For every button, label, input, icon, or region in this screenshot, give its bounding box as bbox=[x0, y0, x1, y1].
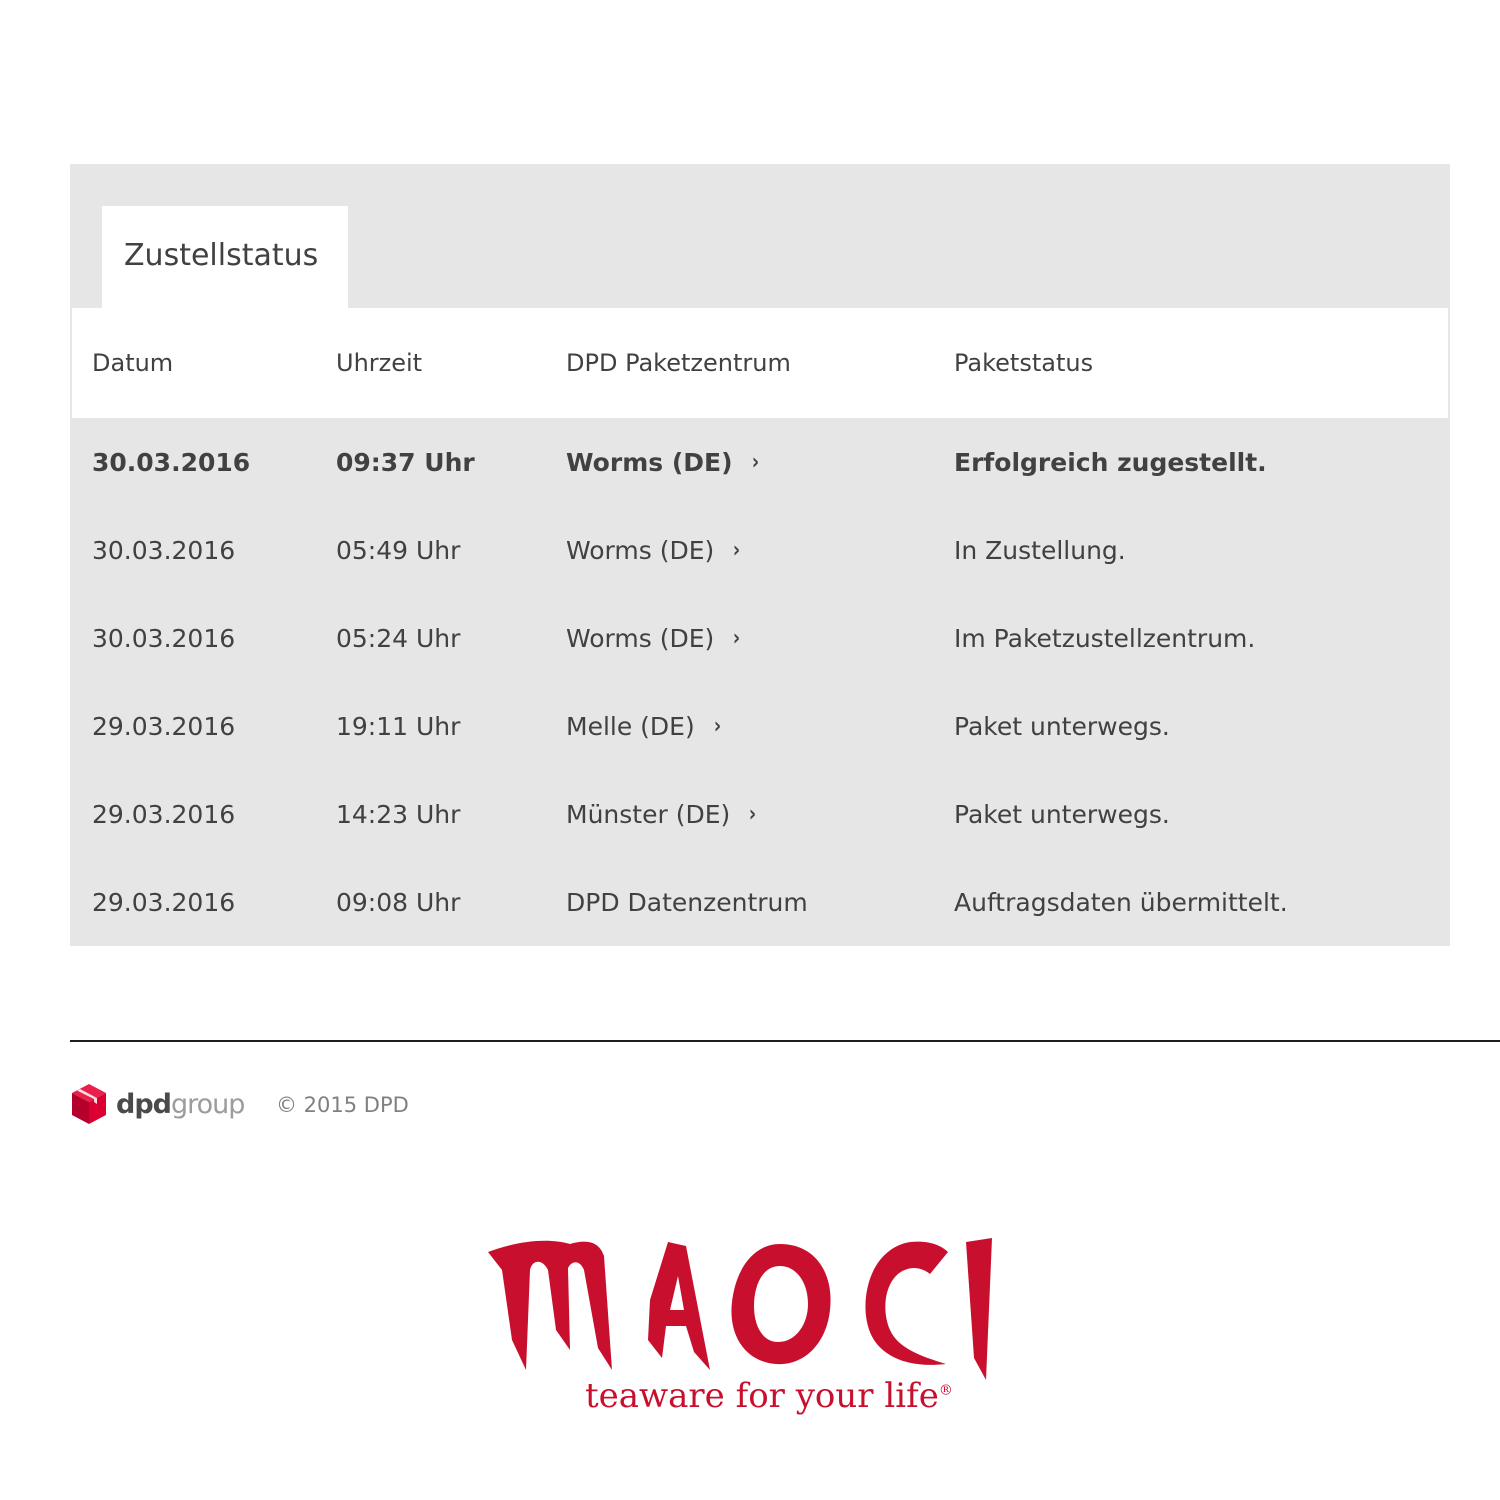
row-time: 19:11 Uhr bbox=[316, 684, 542, 768]
chevron-right-icon[interactable]: › bbox=[749, 801, 757, 827]
tracking-panel bbox=[70, 164, 1450, 946]
maoci-tagline-text: teaware for your life bbox=[585, 1376, 939, 1416]
row-center-link[interactable] bbox=[546, 772, 930, 856]
center-label: Melle (DE) bbox=[566, 711, 695, 741]
row-status: Paket unterwegs. bbox=[934, 772, 1448, 856]
row-center-link[interactable] bbox=[546, 508, 930, 592]
row-time: 09:37 Uhr bbox=[316, 420, 542, 504]
registered-mark: ® bbox=[938, 1382, 953, 1399]
dpd-group-logo[interactable] bbox=[70, 1082, 244, 1126]
footer-divider bbox=[70, 1040, 1500, 1042]
row-status: Auftragsdaten übermittelt. bbox=[934, 860, 1448, 944]
row-date: 30.03.2016 bbox=[72, 596, 312, 680]
column-header-datum: Datum bbox=[92, 349, 174, 377]
dpd-group-wordmark bbox=[116, 1089, 244, 1120]
logo-group-text: group bbox=[170, 1088, 245, 1120]
row-center bbox=[546, 860, 930, 944]
center-label: Worms (DE) bbox=[566, 623, 715, 653]
row-status: Erfolgreich zugestellt. bbox=[934, 420, 1448, 504]
table-row bbox=[72, 684, 1448, 768]
maoci-tagline bbox=[585, 1376, 953, 1416]
row-center-link[interactable] bbox=[546, 420, 930, 504]
row-date: 29.03.2016 bbox=[72, 860, 312, 944]
row-center-link[interactable] bbox=[546, 596, 930, 680]
tracking-table bbox=[72, 308, 1448, 944]
row-time: 09:08 Uhr bbox=[316, 860, 542, 944]
center-label: Worms (DE) bbox=[566, 535, 715, 565]
chevron-right-icon[interactable]: › bbox=[733, 537, 741, 563]
row-time: 05:24 Uhr bbox=[316, 596, 542, 680]
chevron-right-icon[interactable]: › bbox=[733, 625, 741, 651]
row-status: Im Paketzustellzentrum. bbox=[934, 596, 1448, 680]
table-header bbox=[72, 308, 1448, 418]
row-time: 05:49 Uhr bbox=[316, 508, 542, 592]
center-label: Münster (DE) bbox=[566, 799, 731, 829]
copyright-text: © 2015 DPD bbox=[276, 1093, 409, 1117]
dpd-cube-icon bbox=[70, 1082, 108, 1126]
center-label: Worms (DE) bbox=[566, 447, 733, 477]
row-date: 29.03.2016 bbox=[72, 684, 312, 768]
row-status: Paket unterwegs. bbox=[934, 684, 1448, 768]
chevron-right-icon[interactable]: › bbox=[713, 713, 721, 739]
row-date: 30.03.2016 bbox=[72, 420, 312, 504]
row-date: 30.03.2016 bbox=[72, 508, 312, 592]
column-header-uhrzeit: Uhrzeit bbox=[336, 349, 423, 377]
table-row bbox=[72, 420, 1448, 504]
row-time: 14:23 Uhr bbox=[316, 772, 542, 856]
center-label: DPD Datenzentrum bbox=[566, 887, 808, 917]
row-center-link[interactable] bbox=[546, 684, 930, 768]
row-status: In Zustellung. bbox=[934, 508, 1448, 592]
chevron-right-icon[interactable]: › bbox=[751, 449, 759, 475]
table-row bbox=[72, 860, 1448, 944]
maoci-wordmark-text: MAOCI bbox=[480, 1230, 484, 1231]
row-date: 29.03.2016 bbox=[72, 772, 312, 856]
column-header-paketstatus: Paketstatus bbox=[954, 349, 1094, 377]
tab-zustellstatus[interactable]: Zustellstatus bbox=[102, 206, 348, 308]
table-row bbox=[72, 508, 1448, 592]
table-row bbox=[72, 772, 1448, 856]
table-row bbox=[72, 596, 1448, 680]
logo-dpd-text: dpd bbox=[116, 1088, 171, 1120]
column-header-paketzentrum: DPD Paketzentrum bbox=[566, 349, 791, 377]
